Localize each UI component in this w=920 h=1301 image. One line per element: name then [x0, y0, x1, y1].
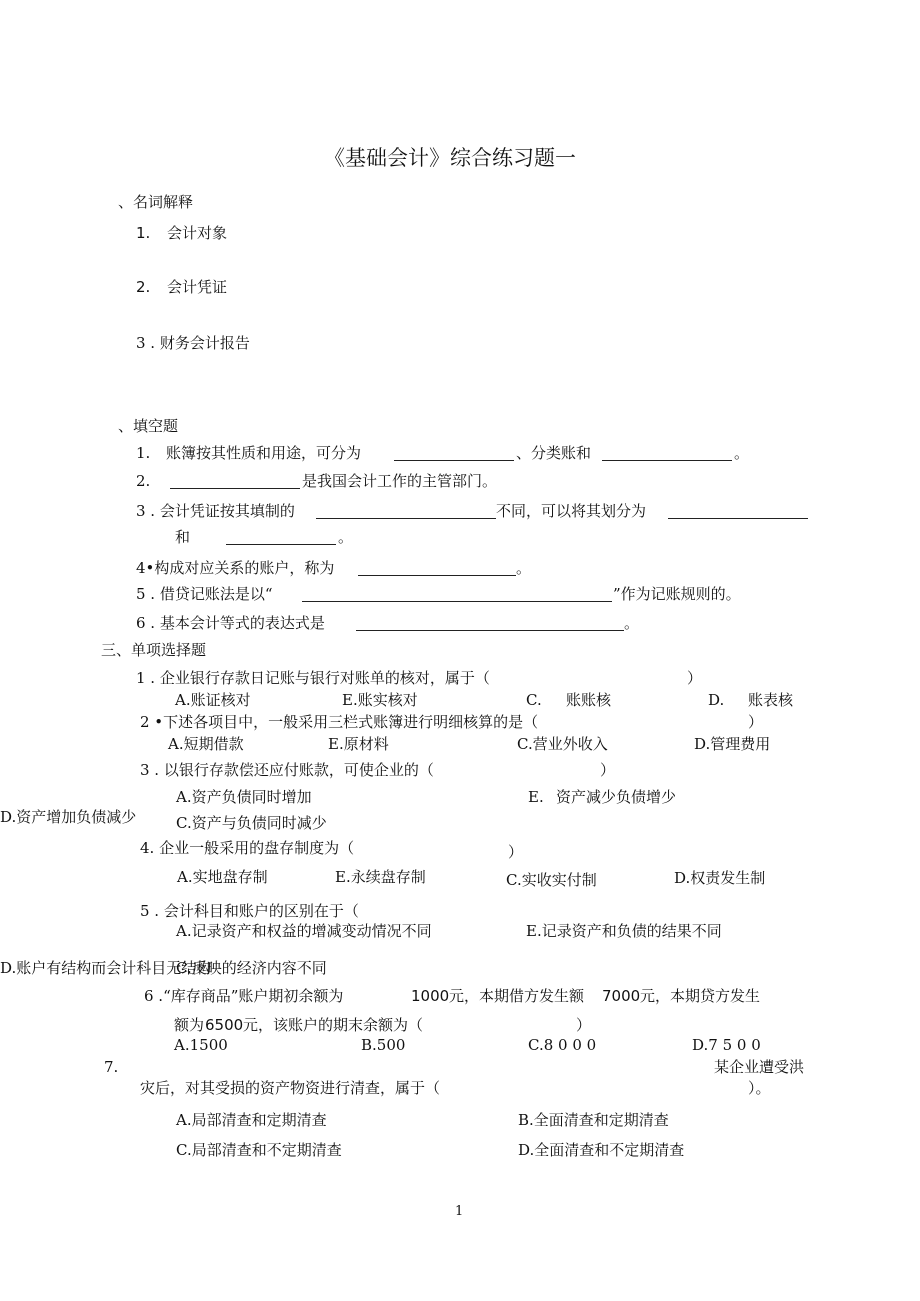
choice-q5-option-d[interactable]: D.账户有结构而会计科目无结构 [0, 959, 212, 977]
choice-q3-close: ） [600, 761, 616, 779]
choice-q1-option-d-text[interactable]: 账表核 [748, 691, 794, 709]
fill-q4-text: 4•构成对应关系的账户，称为 [136, 559, 335, 577]
choice-q6-num2: 7000 [602, 987, 641, 1005]
choice-q7-stem: 灾后，对其受损的资产物资进行清查，属于（ [140, 1079, 441, 1097]
fill-q1-blank-2[interactable] [602, 460, 732, 461]
fill-q3-blank-1[interactable] [316, 518, 496, 519]
choice-q7-close: ）。 [748, 1079, 771, 1097]
choice-q5-option-a[interactable]: A.记录资产和权益的增减变动情况不同 [176, 922, 432, 940]
fill-q3-text-2: 不同，可以将其划分为 [496, 502, 647, 520]
choice-q2-option-a[interactable]: A.短期借款 [168, 735, 244, 753]
choice-q4-option-c[interactable]: C.实收实付制 [506, 871, 597, 889]
fill-q6-end: 。 [624, 614, 640, 632]
choice-q6-num1: 1000 [411, 987, 450, 1005]
section-heading-choice: 三、单项选择题 [101, 641, 207, 659]
fill-q5-blank[interactable] [302, 601, 612, 602]
choice-q4-option-b[interactable]: E.永续盘存制 [335, 868, 426, 886]
page-number: 1 [455, 1204, 464, 1219]
choice-q1-option-b[interactable]: E.账实核对 [342, 691, 418, 709]
choice-q5-stem: 5 . 会计科目和账户的区别在于（ [140, 902, 359, 920]
choice-q6-stem-a: 6 .“库存商品”账户期初余额为 [144, 987, 344, 1005]
choice-q3-option-c[interactable]: C.资产与负债同时减少 [176, 814, 327, 832]
choice-q6-stem2-b: 元，该账户的期末余额为（ [243, 1016, 424, 1034]
choice-q7-option-a[interactable]: A.局部清查和定期清查 [176, 1111, 327, 1129]
choice-q2-option-b[interactable]: E.原材料 [328, 735, 389, 753]
fill-q4-blank[interactable] [358, 575, 516, 576]
choice-q6-option-d[interactable]: D.7 5 0 0 [692, 1036, 761, 1054]
page-title: 《基础会计》综合练习题一 [324, 146, 576, 170]
fill-q1-number: 1. [136, 444, 151, 462]
section-heading-terms: 、名词解释 [118, 193, 194, 211]
choice-q1-option-a[interactable]: A.账证核对 [175, 691, 251, 709]
choice-q7-option-c[interactable]: C.局部清查和不定期清查 [176, 1141, 342, 1159]
term-2-number: 2. [136, 278, 151, 296]
fill-q5-text: 5 . 借贷记账法是以“ [136, 585, 273, 603]
fill-q3-and: 和 [175, 528, 191, 546]
choice-q4-stem: 4. 企业一般采用的盘存制度为（ [140, 839, 355, 857]
choice-q7-option-d[interactable]: D.全面清查和不定期清查 [518, 1141, 685, 1159]
choice-q6-stem-c: 元，本期贷方发生 [640, 987, 761, 1005]
choice-q2-option-d[interactable]: D.管理费用 [694, 735, 771, 753]
choice-q7-option-b[interactable]: B.全面清查和定期清查 [518, 1111, 669, 1129]
choice-q4-close: ） [508, 843, 524, 861]
choice-q4-option-d[interactable]: D.权责发生制 [674, 869, 766, 887]
choice-q1-stem: 1 . 企业银行存款日记账与银行对账单的核对，属于（ [136, 669, 490, 687]
fill-q2-blank[interactable] [170, 488, 300, 489]
section-heading-fill: 、填空题 [118, 417, 179, 435]
term-3-text: 3 . 财务会计报告 [136, 334, 250, 352]
choice-q5-option-c[interactable]: C.反映的经济内容不同 [176, 959, 327, 977]
fill-q3-blank-2[interactable] [668, 518, 808, 519]
fill-q5-end: ”作为记账规则的。 [613, 585, 741, 603]
choice-q6-option-b[interactable]: B.500 [361, 1036, 406, 1054]
choice-q1-option-c-letter[interactable]: C. [526, 691, 542, 709]
choice-q2-stem: 2 •下述各项目中，一般采用三栏式账簿进行明细核算的是（ [140, 713, 539, 731]
choice-q2-close: ） [748, 713, 764, 731]
choice-q6-close: ） [576, 1016, 592, 1034]
choice-q3-option-b-text[interactable]: 资产减少负债增少 [556, 788, 677, 806]
choice-q1-option-c-text[interactable]: 账账核 [566, 691, 612, 709]
fill-q1-blank-1[interactable] [394, 460, 514, 461]
choice-q1-option-d-letter[interactable]: D. [708, 691, 725, 709]
choice-q6-option-c[interactable]: C.8 0 0 0 [528, 1036, 597, 1054]
choice-q6-num3: 6500 [205, 1016, 244, 1034]
choice-q3-option-a[interactable]: A.资产负债同时增加 [176, 788, 312, 806]
fill-q3-blank-3[interactable] [226, 544, 336, 545]
fill-q1-text: 账簿按其性质和用途，可分为 [166, 444, 362, 462]
fill-q4-end: 。 [516, 559, 532, 577]
choice-q3-option-d[interactable]: D.资产增加负债减少 [0, 808, 137, 826]
fill-q2-number: 2. [136, 472, 151, 490]
choice-q3-stem: 3 . 以银行存款偿还应付账款，可使企业的（ [140, 761, 434, 779]
choice-q2-option-c[interactable]: C.营业外收入 [517, 735, 608, 753]
fill-q1-end: 。 [734, 444, 750, 462]
fill-q1-text-2: 、分类账和 [516, 444, 592, 462]
choice-q6-stem-b: 元，本期借方发生额 [449, 987, 585, 1005]
term-1-text: 会计对象 [167, 224, 228, 242]
choice-q4-option-a[interactable]: A.实地盘存制 [177, 868, 268, 886]
choice-q6-option-a[interactable]: A.1500 [174, 1036, 228, 1054]
choice-q7-stem-right: 某企业遭受洪 [714, 1058, 805, 1076]
term-1-number: 1. [136, 224, 151, 242]
fill-q6-text: 6 . 基本会计等式的表达式是 [136, 614, 325, 632]
term-2-text: 会计凭证 [167, 278, 228, 296]
choice-q6-stem2-a: 额为 [174, 1016, 205, 1034]
choice-q5-option-b[interactable]: E.记录资产和负债的结果不同 [526, 922, 722, 940]
fill-q2-text: 是我国会计工作的主管部门。 [302, 472, 498, 490]
fill-q3-text: 3 . 会计凭证按其填制的 [136, 502, 295, 520]
choice-q7-number: 7. [104, 1058, 119, 1076]
fill-q6-blank[interactable] [356, 630, 624, 631]
choice-q3-option-b-letter[interactable]: E. [528, 788, 544, 806]
choice-q1-close: ） [687, 669, 703, 687]
fill-q3-end: 。 [338, 528, 354, 546]
